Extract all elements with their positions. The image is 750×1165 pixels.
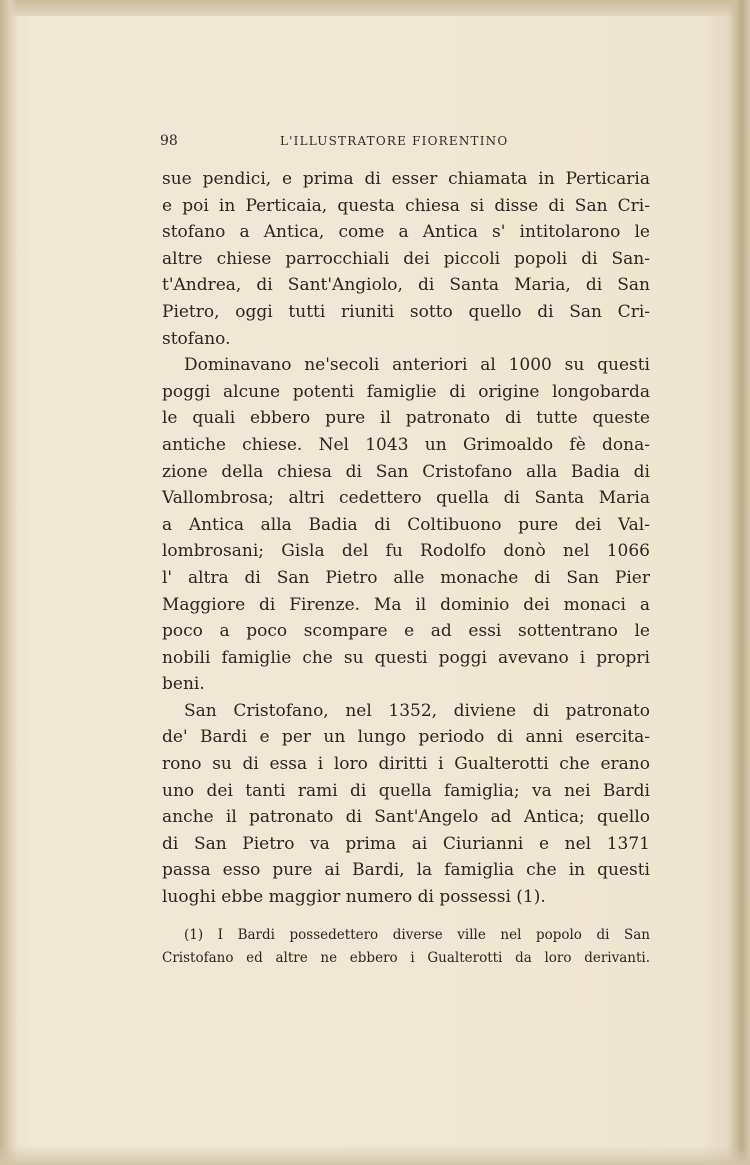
text-line: anche il patronato di Sant'Angelo ad Antica; quello <box>162 807 650 828</box>
text-line: Dominavano ne'secoli anteriori al 1000 su questi <box>184 355 650 376</box>
text-line: sue pendici, e prima di esser chiamata in Perticaria <box>162 169 650 189</box>
text-line: stofano. <box>162 328 231 349</box>
text-line: rono su di essa i loro diritti i Gualterotti che erano <box>162 754 650 775</box>
page-number: 98 <box>160 133 178 149</box>
page-edge-right <box>728 0 750 1165</box>
text-line: beni. <box>162 674 205 695</box>
running-header <box>160 133 648 153</box>
text-line: t'Andrea, di Sant'Angiolo, di Santa Maria, di San <box>162 275 650 296</box>
footnote-line: Cristofano ed altre ne ebbero i Gualterotti da loro derivanti. <box>162 950 650 966</box>
running-title: L'ILLUSTRATORE FIORENTINO <box>280 134 509 148</box>
text-line: San Cristofano, nel 1352, diviene di patronato <box>184 700 650 721</box>
page-edge-left <box>0 0 18 1165</box>
text-line: luoghi ebbe maggior numero di possessi (1). <box>162 887 546 908</box>
page-edge-bottom <box>0 1145 750 1165</box>
text-line: le quali ebbero pure il patronato di tutte queste <box>162 408 650 429</box>
text-line: lombrosani; Gisla del fu Rodolfo donò nel 1066 <box>162 541 650 562</box>
text-line: Pietro, oggi tutti riuniti sotto quello di San Cri- <box>162 301 650 322</box>
text-line: stofano a Antica, come a Antica s' intitolarono le <box>162 222 650 243</box>
text-line: de' Bardi e per un lungo periodo di anni esercita- <box>162 727 650 748</box>
text-line: l' altra di San Pietro alle monache di San Pier <box>162 567 650 588</box>
text-line: nobili famiglie che su questi poggi avevano i propri <box>162 647 650 668</box>
text-line: Vallombrosa; altri cedettero quella di Santa Maria <box>162 488 650 509</box>
footnotes <box>162 924 650 970</box>
text-line: poco a poco scompare e ad essi sottentrano le <box>162 621 650 642</box>
text-line: zione della chiesa di San Cristofano alla Badia di <box>162 461 650 482</box>
text-line: di San Pietro va prima ai Ciurianni e nel 1371 <box>162 833 650 854</box>
text-line: a Antica alla Badia di Coltibuono pure dei Val- <box>162 514 650 535</box>
page-edge-top <box>0 0 750 16</box>
body-text <box>162 166 650 911</box>
text-line: altre chiese parrocchiali dei piccoli popoli di San- <box>162 248 650 269</box>
text-line: poggi alcune potenti famiglie di origine longobarda <box>162 381 650 402</box>
footnote-line: (1) I Bardi possedettero diverse ville nel popolo di San <box>184 927 650 943</box>
text-line: Maggiore di Firenze. Ma il dominio dei monaci a <box>162 594 650 615</box>
text-line: passa esso pure ai Bardi, la famiglia che in questi <box>162 860 650 881</box>
text-line: uno dei tanti rami di quella famiglia; va nei Bardi <box>162 780 650 801</box>
text-line: antiche chiese. Nel 1043 un Grimoaldo fè dona- <box>162 434 650 455</box>
text-line: e poi in Perticaia, questa chiesa si disse di San Cri- <box>162 195 650 216</box>
